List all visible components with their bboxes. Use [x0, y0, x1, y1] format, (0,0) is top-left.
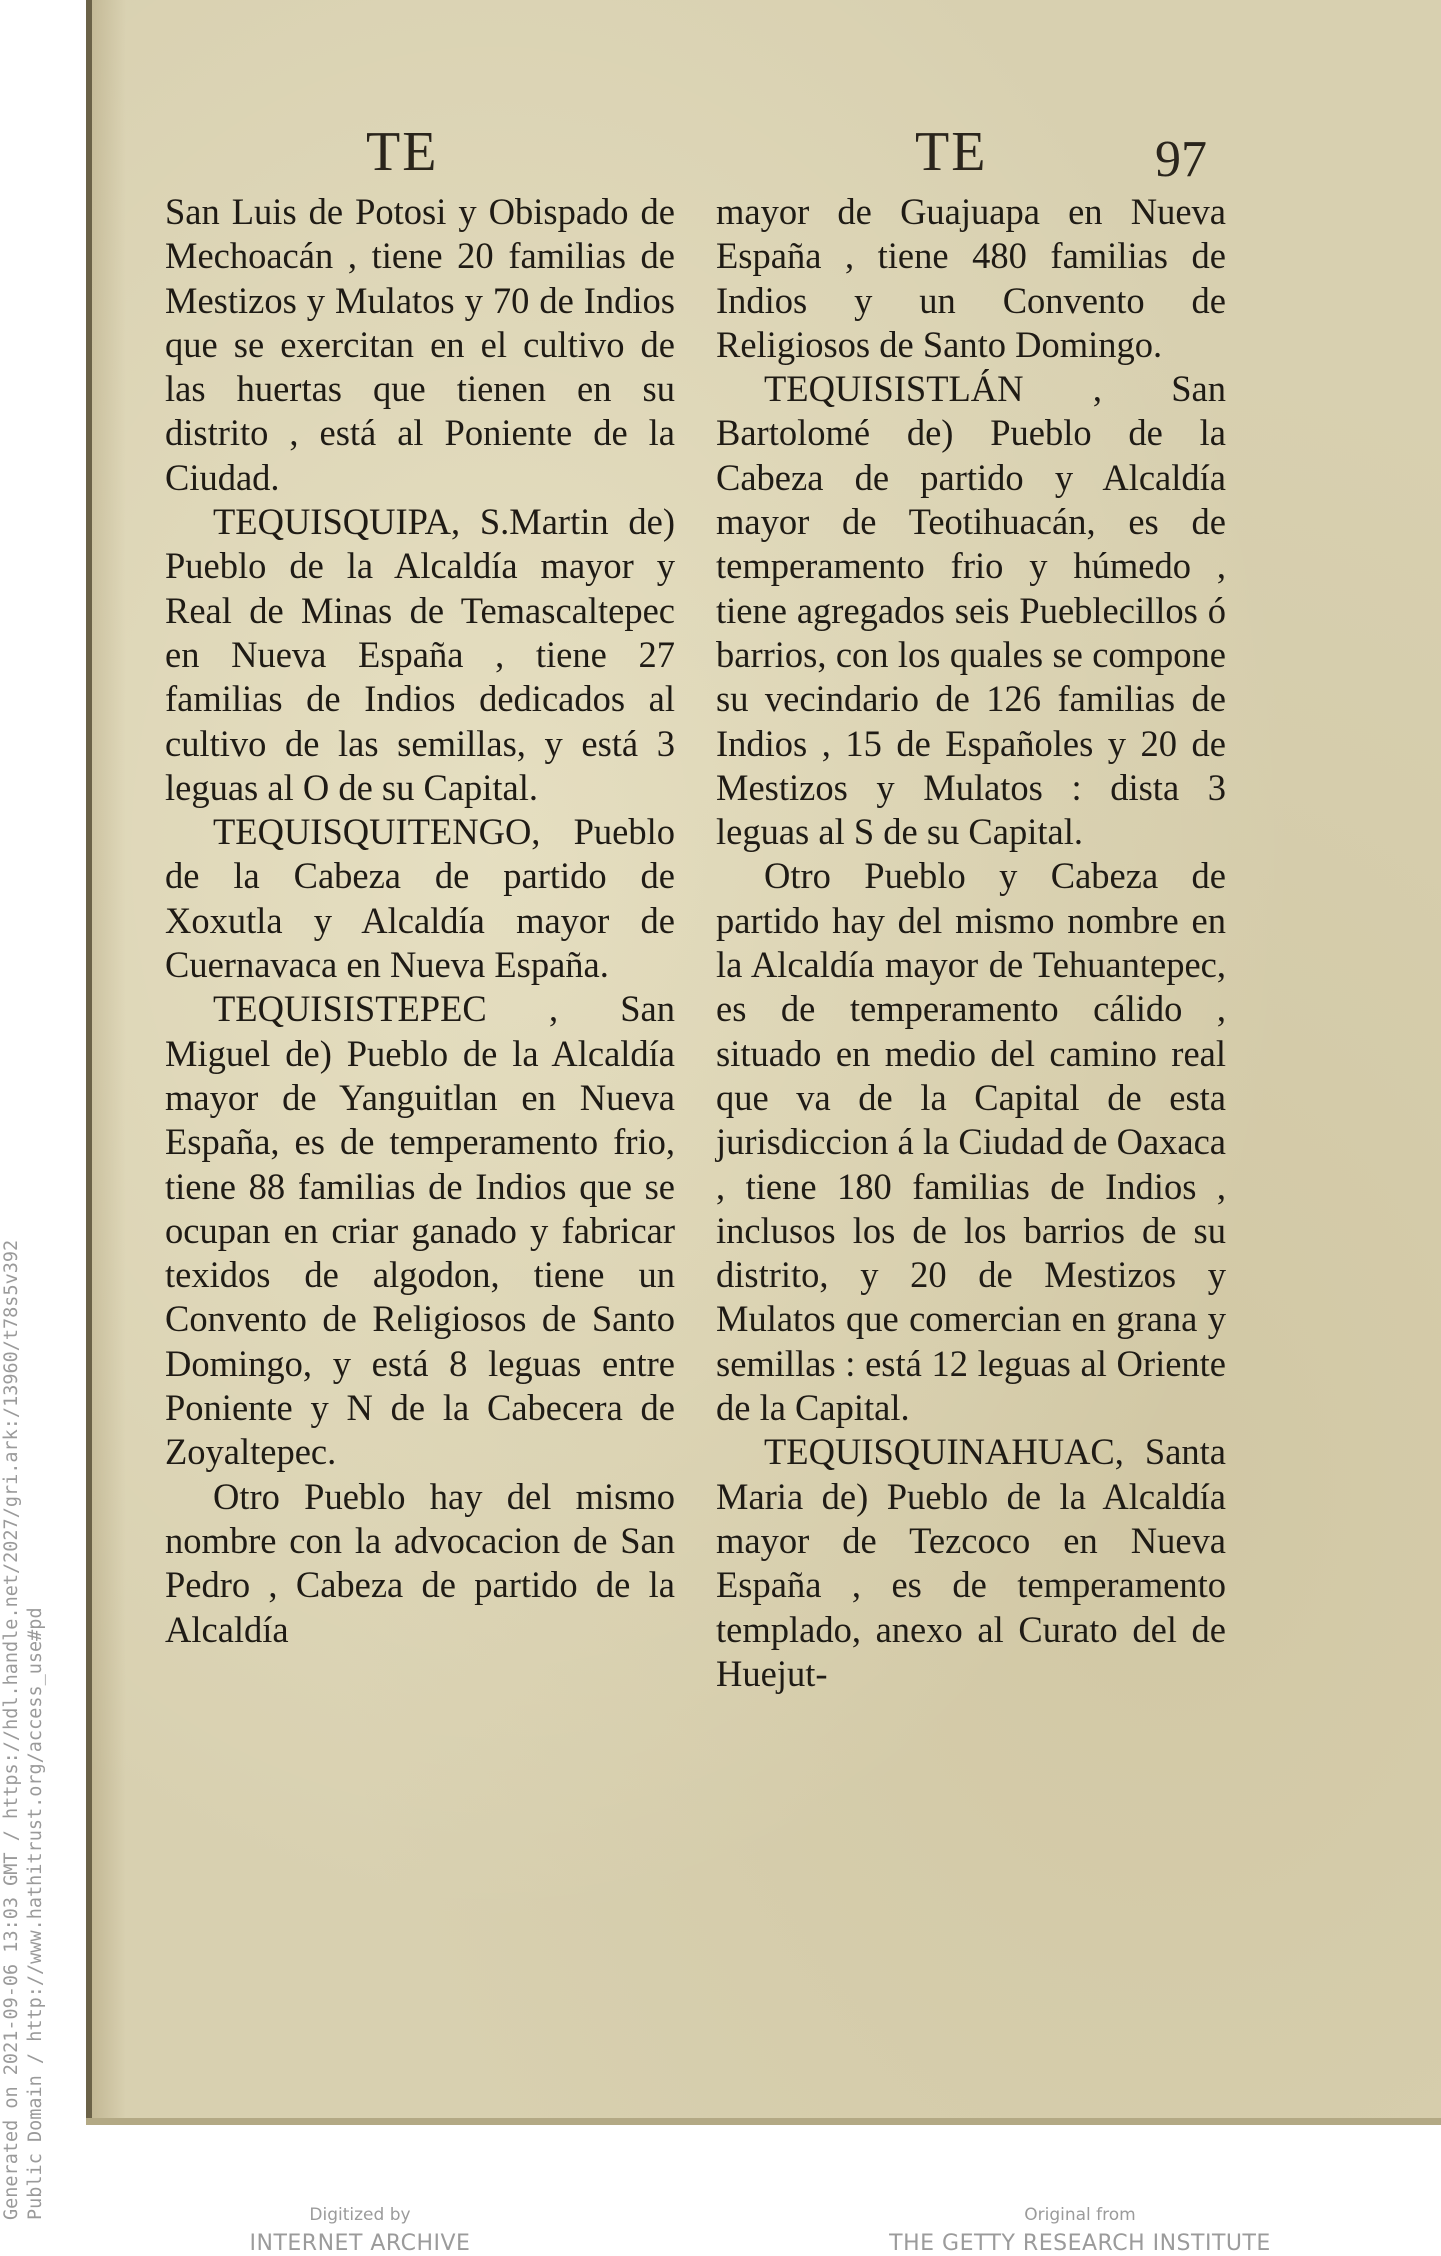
margin-notice-line-2: Public Domain / http://www.hathitrust.org/access_use#pd [25, 1607, 46, 2220]
margin-notice-line-1: Generated on 2021-09-06 13:03 GMT / https://hdl.handle.net/2027/gri.ark:/13960/t78s5v392 [1, 1239, 22, 2220]
entry-tequisistepec: TEQUISISTEPEC , San Miguel de) Pueblo de la Alcaldía mayor de Yanguitlan en Nueva España, es de temperamento frio, tiene 88 familias de Indios que se ocupan en criar ganado y fabricar texidos de algodon, tiene un Convento de Religiosos de Santo Domingo, y está 8 leguas entre Poniente y N de la Cabecera de Zoyaltepec. [165, 988, 675, 1473]
page-bottom-edge [86, 2118, 1441, 2125]
footer-getty-institute: THE GETTY RESEARCH INSTITUTE [889, 2231, 1271, 2256]
footer-original-from [860, 2205, 1300, 2256]
entry-tequisquitengo: TEQUISQUITENGO, Pueblo de la Cabeza de partido de Xoxutla y Alcaldía mayor de Cuernavaca en Nueva España. [165, 811, 675, 986]
page-gutter-shadow [86, 0, 92, 2125]
left-column [165, 190, 675, 1652]
page-number: 97 [1155, 131, 1207, 188]
right-paragraph-continuation: mayor de Guajuapa en Nueva España , tiene 480 familias de Indios y un Convento de Religiosos de Santo Domingo. [716, 191, 1226, 365]
entry-tequisquinahuac: TEQUISQUINAHUAC, Santa Maria de) Pueblo de la Alcaldía mayor de Tezcoco en Nueva España , es de temperamento templado, anexo al Curato del de Huejut- [716, 1431, 1226, 1694]
running-head-left: TE [366, 121, 439, 183]
entry-otro-pueblo-tehuantepec: Otro Pueblo y Cabeza de partido hay del mismo nombre en la Alcaldía mayor de Tehuantepec, es de temperamento cálido , situado en medio del camino real que va de la Capital de esta jurisdiccion á la Ciudad de Oaxaca , tiene 180 familias de Indios , inclusos los de los barrios de su distrito, y 20 de Mestizos y Mulatos que comercian en grana y semillas : está 12 leguas al Oriente de la Capital. [716, 855, 1226, 1429]
left-paragraph-continuation: San Luis de Potosi y Obispado de Mechoacán , tiene 20 familias de Mestizos y Mulatos y 70 de Indios que se exercitan en el cultivo de las huertas que tienen en su distrito , está al Poniente de la Ciudad. [165, 191, 675, 498]
running-head-right: TE [915, 121, 988, 183]
footer-digitized-label: Digitized by [309, 2205, 411, 2225]
entry-tequisistlan: TEQUISISTLÁN , San Bartolomé de) Pueblo de la Cabeza de partido y Alcaldía mayor de Teotihuacán, es de temperamento frio y húmedo , tiene agregados seis Pueblecillos ó barrios, con los quales se compone su vecindario de 126 familias de Indios , 15 de Españoles y 20 de Mestizos y Mulatos : dista 3 leguas al S de su Capital. [716, 368, 1226, 853]
entry-tequisquipa: TEQUISQUIPA, S.Martin de) Pueblo de la Alcaldía mayor y Real de Minas de Temascaltepec en Nueva España , tiene 27 familias de Indios dedicados al cultivo de las semillas, y está 3 leguas al O de su Capital. [165, 501, 675, 808]
footer-internet-archive: INTERNET ARCHIVE [249, 2231, 471, 2256]
footer-digitized-by [210, 2205, 510, 2256]
right-column [716, 190, 1226, 1696]
entry-otro-pueblo-san-pedro: Otro Pueblo hay del mismo nombre con la advocacion de San Pedro , Cabeza de partido de la Alcaldía [165, 1475, 675, 1650]
hathitrust-margin-notice [0, 1240, 48, 2220]
footer-original-label: Original from [1024, 2205, 1136, 2225]
